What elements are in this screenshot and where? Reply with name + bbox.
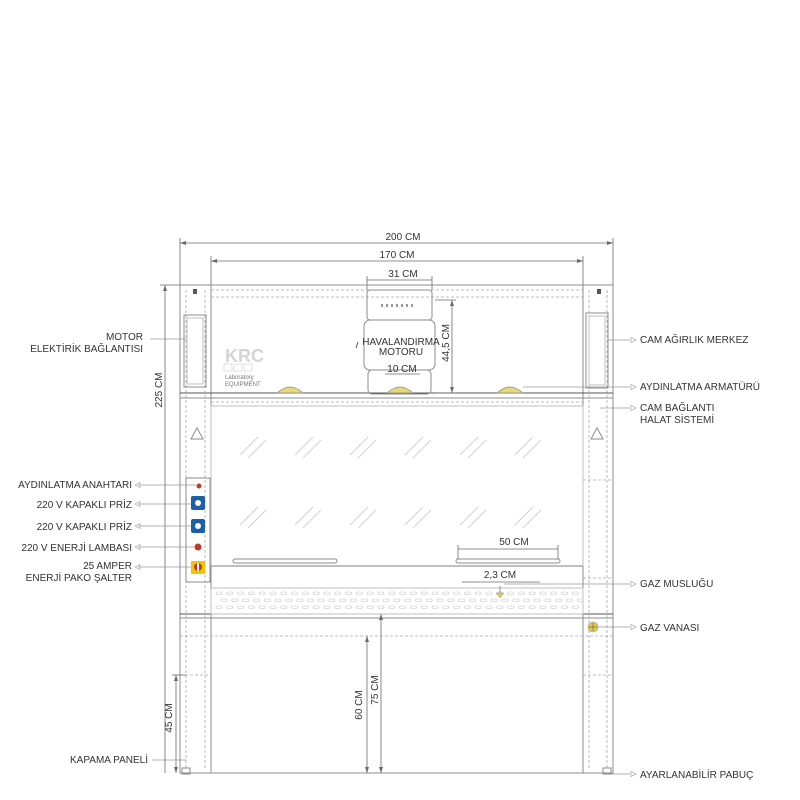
perforation-slot: [497, 606, 503, 609]
perforation-slot: [248, 606, 254, 609]
perforation-slot: [567, 599, 573, 602]
perforation-slot: [405, 599, 411, 602]
perforation-slot: [432, 592, 438, 595]
energy-lamp: [195, 544, 202, 551]
perforation-slot: [410, 606, 416, 609]
perforation-slot: [432, 606, 438, 609]
dimension-gas-offset-label: 2,3 CM: [483, 570, 517, 581]
perforation-slot: [415, 599, 421, 602]
perforation-slot: [221, 599, 227, 602]
dimension-work-height-60: [354, 636, 369, 773]
dimension-sash-handle: [458, 537, 558, 559]
light-switch: [197, 484, 202, 489]
label-cover-panel: KAPAMA PANELİ: [70, 755, 148, 766]
perforation-slot: [443, 592, 449, 595]
light-fixture-2: [387, 387, 413, 393]
label-light-switch: AYDINLATMA ANAHTARI: [18, 480, 132, 491]
perforation-slot: [313, 606, 319, 609]
control-panel: [186, 478, 210, 582]
perforation-slot: [572, 592, 578, 595]
warning-triangle-right: [591, 428, 603, 439]
sash-handle-right: [456, 559, 560, 563]
perforation-slot: [394, 599, 400, 602]
label-motor-elec-1: MOTOR: [105, 332, 143, 343]
perforation-slot: [227, 606, 233, 609]
perforation-slot: [378, 606, 384, 609]
perforation-slot: [389, 592, 395, 595]
perforation-slot: [508, 606, 514, 609]
perforation-slot: [302, 606, 308, 609]
post-bolt-left: [193, 289, 197, 294]
dimension-motor-gap-label: 10 CM: [387, 364, 417, 375]
perforation-slot: [556, 599, 562, 602]
label-lighting: AYDINLATMA ARMATÜRÜ: [640, 382, 761, 393]
perforation-slot: [356, 592, 362, 595]
perforation-slot: [292, 606, 298, 609]
label-gas-valve: GAZ VANASI: [640, 623, 700, 634]
post-bolt-right: [597, 289, 601, 294]
perforation-slot: [243, 599, 249, 602]
perforation-slot: [400, 592, 406, 595]
perforation-slot: [372, 599, 378, 602]
left-labels: [18, 332, 196, 766]
perforation-slot: [216, 592, 222, 595]
perforation-slot: [351, 599, 357, 602]
perforation-slot: [400, 606, 406, 609]
label-adjustable-foot: AYARLANABİLİR PABUÇ: [640, 770, 754, 781]
perforation-slot: [486, 606, 492, 609]
right-labels: [504, 333, 760, 781]
perforation-slot: [426, 599, 432, 602]
light-fixture-3: [497, 387, 523, 393]
label-energy-lamp: 220 V ENERJİ LAMBASI: [21, 543, 132, 554]
perforation-slot: [232, 599, 238, 602]
perforation-slot: [540, 606, 546, 609]
dimension-work-75-label: 75 CM: [370, 675, 381, 705]
perforation-slot: [238, 606, 244, 609]
label-socket-2: 220 V KAPAKLI PRİZ: [36, 522, 132, 533]
label-motor-elec-2: ELEKTİRİK BAĞLANTISI: [30, 344, 143, 355]
perforation-slot: [540, 592, 546, 595]
perforation-slot: [475, 592, 481, 595]
perforation-slot: [443, 606, 449, 609]
perforation-slot: [281, 592, 287, 595]
perforation-slot: [324, 592, 330, 595]
dimension-motor-width-label: 31 CM: [388, 269, 418, 280]
perforation-slot: [508, 592, 514, 595]
perforation-slot: [297, 599, 303, 602]
perforation-slot: [286, 599, 292, 602]
perforation-slot: [264, 599, 270, 602]
warning-triangle-left: [191, 428, 203, 439]
perforation-slot: [464, 606, 470, 609]
logo-sub-2: EQUIPMENT: [225, 382, 261, 388]
perforation-slot: [518, 606, 524, 609]
perforation-slot: [502, 599, 508, 602]
perforation-slot: [410, 592, 416, 595]
perforation-slot: [340, 599, 346, 602]
perforation-slot: [454, 592, 460, 595]
sash-handle-left: [233, 559, 337, 563]
perforation-slot: [513, 599, 519, 602]
dimension-work-height-75: [370, 614, 383, 773]
perforation-slot: [480, 599, 486, 602]
perforation-slot: [313, 592, 319, 595]
dimension-motor-gap: [385, 364, 420, 375]
dimension-motor-height-label: 44,5 CM: [441, 324, 452, 362]
perforation-slot: [378, 592, 384, 595]
perforation-slot: [253, 599, 259, 602]
label-glass-conn-2: HALAT SİSTEMİ: [640, 415, 715, 426]
perforation-slot: [329, 599, 335, 602]
perforation-slot: [448, 599, 454, 602]
perforation-slot: [302, 592, 308, 595]
lighting-fixtures: [277, 387, 523, 393]
perforation-slot: [562, 606, 568, 609]
logo-sub-1: Laboratory: [225, 375, 254, 381]
dimension-panel-height: [164, 675, 186, 773]
perforation-slot: [486, 592, 492, 595]
dimension-motor-width: [367, 269, 432, 290]
perforation-slot: [356, 606, 362, 609]
perforation-slot: [389, 606, 395, 609]
perforation-slot: [454, 606, 460, 609]
perforation-slot: [324, 606, 330, 609]
motor-label-2: MOTORU: [378, 347, 424, 358]
perforation-slot: [545, 599, 551, 602]
perforation-slot: [383, 599, 389, 602]
perforation-slot: [259, 592, 265, 595]
dimension-total-height-label: 225 CM: [154, 372, 165, 408]
perforation-slot: [270, 592, 276, 595]
perforation-slot: [437, 599, 443, 602]
perforation-slot: [335, 592, 341, 595]
label-glass-conn-1: CAM BAĞLANTI: [640, 403, 715, 414]
perforation-slot: [469, 599, 475, 602]
perforation-slot: [346, 606, 352, 609]
perforation-slot: [335, 606, 341, 609]
perforation-slot: [529, 606, 535, 609]
perforated-panel: [211, 588, 583, 614]
perforation-slot: [259, 606, 265, 609]
ventilation-motor: [356, 290, 440, 394]
dimension-gas-offset: [462, 570, 540, 582]
perforation-slot: [361, 599, 367, 602]
dimension-panel-height-label: 45 CM: [164, 703, 175, 733]
perforation-slot: [227, 592, 233, 595]
dimension-total-width-label: 200 CM: [385, 232, 421, 243]
krc-logo: [224, 346, 264, 388]
perforation-slot: [534, 599, 540, 602]
perforation-slot: [562, 592, 568, 595]
label-socket-1: 220 V KAPAKLI PRİZ: [36, 500, 132, 511]
perforation-slot: [464, 592, 470, 595]
perforation-slot: [318, 599, 324, 602]
gas-valve: [588, 622, 598, 632]
perforation-slot: [367, 606, 373, 609]
perforation-slot: [238, 592, 244, 595]
label-gas-tap: GAZ MUSLUĞU: [640, 579, 714, 590]
perforation-slot: [572, 606, 578, 609]
dimension-work-60-label: 60 CM: [354, 690, 365, 720]
perforation-slot: [551, 592, 557, 595]
perforation-slot: [216, 606, 222, 609]
perforation-slot: [523, 599, 529, 602]
perforation-slot: [270, 606, 276, 609]
logo-letters: KRC: [225, 346, 264, 366]
perforation-slot: [491, 599, 497, 602]
perforation-slot: [346, 592, 352, 595]
perforation-slot: [307, 599, 313, 602]
perforation-slot: [248, 592, 254, 595]
perforation-slot: [529, 592, 535, 595]
label-switch-2: ENERJİ PAKO ŞALTER: [25, 573, 132, 584]
perforation-slot: [367, 592, 373, 595]
perforation-slot: [281, 606, 287, 609]
motor-label-1: HAVALANDIRMA: [362, 337, 440, 348]
perforation-slot: [518, 592, 524, 595]
perforation-slot: [292, 592, 298, 595]
light-fixture-1: [277, 387, 303, 393]
dimension-sash-handle-label: 50 CM: [499, 537, 529, 548]
perforation-slot: [421, 606, 427, 609]
label-switch-1: 25 AMPER: [83, 561, 132, 572]
perforation-slot: [275, 599, 281, 602]
perforation-slot: [421, 592, 427, 595]
dimension-inner-width-label: 170 CM: [379, 250, 415, 261]
label-glass-weight: CAM AĞIRLIK MERKEZ: [640, 335, 749, 346]
perforation-slot: [459, 599, 465, 602]
perforation-slot: [475, 606, 481, 609]
perforation-slot: [551, 606, 557, 609]
